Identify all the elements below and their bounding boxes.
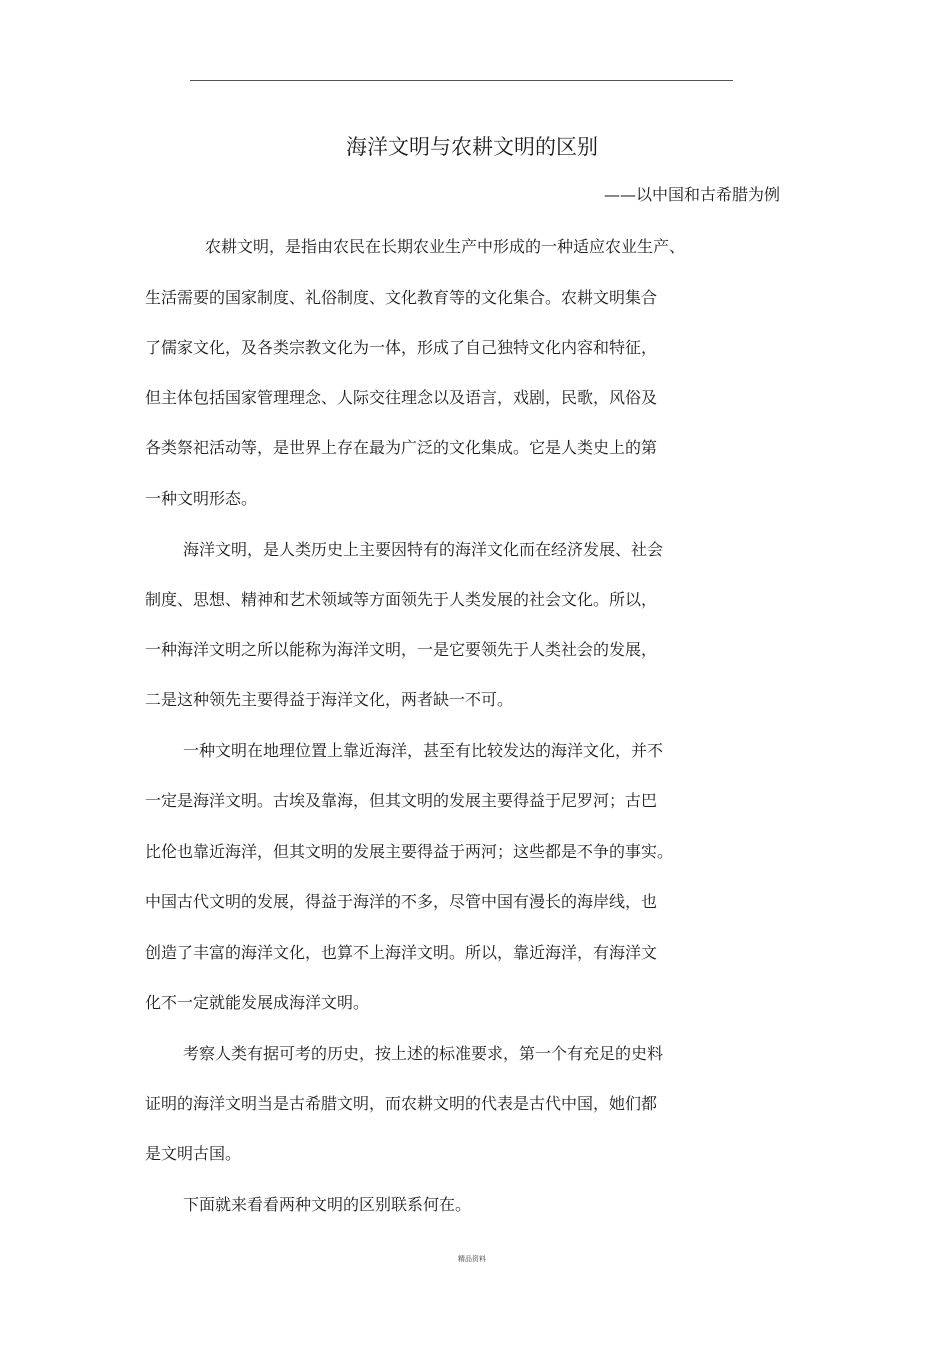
text-line: 一种文明形态。 bbox=[145, 489, 258, 508]
document-title: 海洋文明与农耕文明的区别 bbox=[346, 135, 598, 159]
text-line: 下面就来看看两种文明的区别联系何在。 bbox=[183, 1195, 472, 1214]
text-line: 是文明古国。 bbox=[145, 1144, 242, 1163]
text-line: 一种文明在地理位置上靠近海洋，甚至有比较发达的海洋文化，并不 bbox=[183, 741, 664, 760]
text-line: 但主体包括国家管理理念、人际交往理念以及语言，戏剧，民歌，风俗及 bbox=[145, 388, 658, 407]
text-line: 化不一定就能发展成海洋文明。 bbox=[145, 993, 370, 1012]
text-line: 海洋文明，是人类历史上主要因特有的海洋文化而在经济发展、社会 bbox=[183, 540, 664, 559]
text-line: 农耕文明，是指由农民在长期农业生产中形成的一种适应农业生产、 bbox=[205, 237, 686, 256]
text-line: 创造了丰富的海洋文化，也算不上海洋文明。所以，靠近海洋，有海洋文 bbox=[145, 943, 658, 962]
text-line: 一定是海洋文明。古埃及靠海，但其文明的发展主要得益于尼罗河；古巴 bbox=[145, 791, 658, 810]
text-line: 二是这种领先主要得益于海洋文化，两者缺一不可。 bbox=[145, 690, 514, 709]
text-line: 比伦也靠近海洋，但其文明的发展主要得益于两河；这些都是不争的事实。 bbox=[145, 842, 674, 861]
text-line: 生活需要的国家制度、礼俗制度、文化教育等的文化集合。农耕文明集合 bbox=[145, 288, 658, 307]
page-footer: 精品资料 bbox=[458, 1255, 486, 1263]
text-line: 一种海洋文明之所以能称为海洋文明，一是它要领先于人类社会的发展， bbox=[145, 640, 658, 659]
text-line: 考察人类有据可考的历史，按上述的标准要求，第一个有充足的史料 bbox=[183, 1044, 664, 1063]
text-line: 各类祭祀活动等，是世界上存在最为广泛的文化集成。它是人类史上的第 bbox=[145, 438, 658, 457]
header-rule bbox=[190, 80, 733, 81]
text-line: 中国古代文明的发展，得益于海洋的不多，尽管中国有漫长的海岸线，也 bbox=[145, 892, 658, 911]
text-line: 证明的海洋文明当是古希腊文明，而农耕文明的代表是古代中国，她们都 bbox=[145, 1094, 658, 1113]
document-subtitle: ——以中国和古希腊为例 bbox=[603, 185, 780, 204]
text-line: 了儒家文化，及各类宗教文化为一体，形成了自己独特文化内容和特征， bbox=[145, 338, 658, 357]
text-line: 制度、思想、精神和艺术领域等方面领先于人类发展的社会文化。所以， bbox=[145, 590, 658, 609]
